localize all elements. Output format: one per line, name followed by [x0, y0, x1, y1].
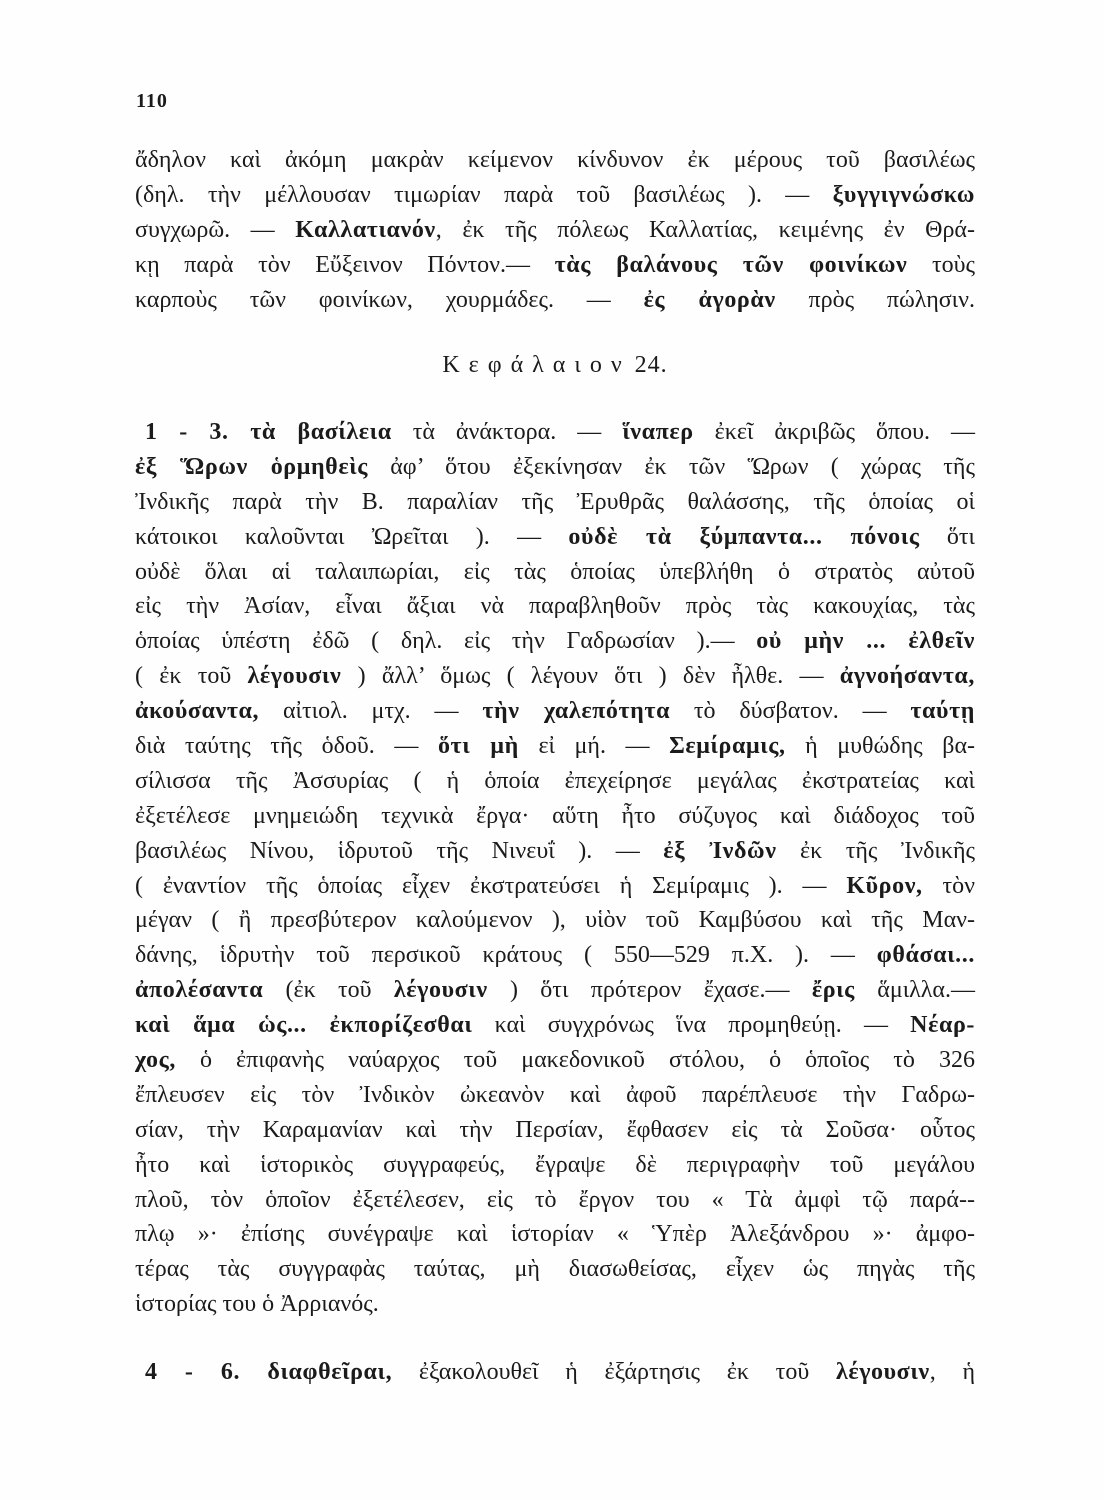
text-line [135, 834, 975, 869]
line-text [135, 1252, 975, 1287]
bold-lemma: λέγουσιν [247, 663, 342, 690]
text-line [135, 973, 975, 1008]
gloss-text: εἰ μή. — [518, 733, 670, 760]
gloss-text: μέγαν ( ἢ πρεσβύτερον καλούμενον ), υἱὸν τοῦ Καμβύσου καὶ τῆς Μαν- [135, 907, 975, 934]
gloss-text: συγχωρῶ. — [135, 216, 296, 243]
line-text [135, 764, 975, 799]
line-text [135, 973, 975, 1008]
bold-lemma: τὴν χαλεπότητα [482, 698, 671, 725]
paragraph-glossary-chapter-23-end [135, 143, 975, 317]
gloss-text: βασιλέως Νίνου, ἱδρυτοῦ τῆς Νινευΐ ). — [135, 837, 664, 864]
gloss-text: ἄδηλον καὶ ἀκόμη μακρὰν κείμενον κίνδυνον ἐκ μέρους τοῦ βασιλέως [135, 147, 975, 173]
gloss-text: οὐδὲ ὅλαι αἱ ταλαιπωρίαι, εἰς τὰς ὁποίας ὑπεβλήθη ὁ στρατὸς αὐτοῦ [135, 558, 975, 585]
gloss-text: ἐκεῖ ἀκριβῶς ὅπου. — [693, 419, 976, 445]
bold-lemma: Νέαρ- [910, 1012, 975, 1039]
gloss-text: ὁ ἐπιφανὴς ναύαρχος τοῦ μακεδονικοῦ στόλου, ὁ ὁποῖος τὸ 326 [175, 1047, 975, 1074]
bold-lemma: ξυγγιγνώσκω [832, 181, 975, 208]
gloss-text: πρὸς πώλησιν. [775, 286, 975, 313]
bold-lemma: 4 - 6. διαφθεῖραι, [145, 1359, 393, 1385]
gloss-text: ἐκ τῆς Ἰνδικῆς [776, 837, 976, 864]
line-text [135, 450, 975, 485]
gloss-text: ἱστορίας του ὁ Ἀρριανός. [135, 1291, 379, 1318]
text-line [135, 869, 975, 904]
gloss-text: , ἐκ τῆς πόλεως Καλλατίας, κειμένης ἐν Θρά- [435, 216, 975, 243]
line-text [145, 1355, 975, 1390]
bold-lemma: ἵναπερ [622, 419, 694, 445]
gloss-text: τὰ ἀνάκτορα. — [391, 419, 623, 445]
text-line [135, 520, 975, 555]
gloss-text: τέρας τὰς συγγραφὰς ταύτας, μὴ διασωθείσας, εἶχεν ὡς πηγὰς τῆς [135, 1256, 975, 1283]
gloss-text: Ἰνδικῆς παρὰ τὴν Β. παραλίαν τῆς Ἐρυθρᾶς θαλάσσης, τῆς ὁποίας οἱ [135, 488, 975, 515]
gloss-text: ὅτι [919, 523, 975, 550]
gloss-text: τοὺς [907, 251, 976, 278]
chapter-heading-word: Κεφάλαιον [442, 352, 631, 378]
bold-lemma: ἀκούσαντα, [135, 698, 260, 725]
gloss-text: ( ἐκ τοῦ [135, 663, 248, 690]
gloss-text: δάνης, ἱδρυτὴν τοῦ περσικοῦ κράτους ( 550—529 π.Χ. ). — [135, 942, 877, 969]
line-text [135, 1287, 379, 1322]
line-text [135, 694, 975, 729]
line-text [135, 834, 975, 869]
text-line [135, 1008, 975, 1043]
bold-lemma: ἀπολέσαντα [135, 977, 264, 1004]
gloss-text: σίαν, τὴν Καραμανίαν καὶ τὴν Περσίαν, ἔφθασεν εἰς τὰ Σοῦσα· οὗτος [135, 1116, 975, 1143]
text-line [135, 213, 975, 248]
text-line [135, 1183, 975, 1218]
gloss-text: εἰς τὴν Ἀσίαν, εἶναι ἄξιαι νὰ παραβληθοῦν πρὸς τὰς κακουχίας, τὰς [135, 593, 975, 620]
line-text [135, 624, 975, 659]
text-line [135, 450, 975, 485]
text-line [135, 178, 975, 213]
gloss-text: καὶ συγχρόνως ἵνα προμηθεύῃ. — [472, 1012, 911, 1039]
line-text [135, 589, 975, 624]
line-text [135, 1148, 975, 1183]
text-line [135, 283, 975, 318]
gloss-text: κῃ παρὰ τὸν Εὔξεινον Πόντον.— [135, 251, 555, 278]
gloss-text: διὰ ταύτης τῆς ὁδοῦ. — [135, 733, 438, 760]
line-text [135, 485, 975, 520]
text-line [135, 729, 975, 764]
text-line [135, 903, 975, 938]
gloss-text: τὸ δύσβατον. — [670, 698, 911, 725]
text-line [135, 415, 975, 450]
gloss-text: ἔπλευσεν εἰς τὸν Ἰνδικὸν ὠκεανὸν καὶ ἀφοῦ παρέπλευσε τὴν Γαδρω- [135, 1081, 975, 1108]
bold-lemma: καὶ ἅμα ὡς... ἐκπορίζεσθαι [135, 1012, 473, 1039]
bold-lemma: λέγουσιν [835, 1359, 930, 1385]
gloss-text: τὸν [922, 872, 975, 899]
bold-lemma: χος, [135, 1047, 176, 1074]
line-text [135, 1043, 975, 1078]
gloss-text: , ἡ [929, 1359, 975, 1385]
text-line [135, 589, 975, 624]
line-text [135, 1008, 975, 1043]
line-text [135, 903, 975, 938]
text-line [135, 764, 975, 799]
text-line [135, 248, 975, 283]
bold-lemma: τὰς βαλάνους τῶν φοινίκων [554, 251, 908, 278]
gloss-text: ἀφ’ ὅτου ἐξεκίνησαν ἐκ τῶν Ὥρων ( χώρας τῆς [367, 453, 975, 480]
text-line [135, 1113, 975, 1148]
text-line [135, 555, 975, 590]
text-line [135, 485, 975, 520]
text-line [135, 1078, 975, 1113]
bold-lemma: ἐς ἀγορὰν [643, 286, 776, 313]
text-line [135, 694, 975, 729]
gloss-text: ἦτο καὶ ἱστορικὸς συγγραφεύς, ἔγραψε δὲ περιγραφὴν τοῦ μεγάλου [135, 1151, 975, 1178]
gloss-text: (δηλ. τὴν μέλλουσαν τιμωρίαν παρὰ τοῦ βασιλέως ). — [135, 181, 833, 208]
bold-lemma: Σεμίραμις, [669, 733, 786, 760]
gloss-text: ἐξετέλεσε μνημειώδη τεχνικὰ ἔργα· αὕτη ἦτο σύζυγος καὶ διάδοχος τοῦ [135, 802, 975, 829]
bold-lemma: ἐξ Ὥρων ὁρμηθεὶς [135, 453, 368, 480]
text-line [135, 799, 975, 834]
bold-lemma: ταύτῃ [910, 698, 975, 725]
text-line [135, 1287, 975, 1322]
line-text [135, 659, 975, 694]
bold-lemma: Καλλατιανόν [295, 216, 436, 243]
text-line [135, 143, 975, 178]
gloss-text: ) ἄλλ’ ὅμως ( λέγουν ὅτι ) δὲν ἦλθε. — [341, 663, 840, 690]
line-text [135, 869, 975, 904]
bold-lemma: ἀγνοήσαντα, [839, 663, 975, 690]
gloss-text: (ἐκ τοῦ [263, 977, 394, 1004]
text-line [135, 624, 975, 659]
bold-lemma: ἔρις [811, 977, 855, 1004]
line-text [135, 248, 975, 283]
gloss-text: ἡ μυθώδης βα- [785, 733, 976, 760]
line-text [135, 799, 975, 834]
line-text [135, 1078, 975, 1113]
line-text [135, 1217, 975, 1252]
gloss-text: καρποὺς τῶν φοινίκων, χουρμάδες. — [135, 286, 644, 313]
line-text [135, 729, 975, 764]
page-number: 110 [136, 90, 168, 112]
bold-lemma: ἐξ Ἰνδῶν [663, 837, 777, 864]
bold-lemma: φθάσαι... [876, 942, 975, 969]
line-text [145, 415, 975, 450]
bold-lemma: οὐ μὴν ... ἐλθεῖν [756, 628, 975, 655]
paragraph-glossary-1-3 [135, 415, 975, 1322]
line-text [135, 143, 975, 178]
gloss-text: αἰτιολ. μτχ. — [259, 698, 483, 725]
gloss-text: ἐξακολουθεῖ ἡ ἐξάρτησις ἐκ τοῦ [392, 1359, 836, 1385]
line-text [135, 283, 975, 318]
text-line [135, 1252, 975, 1287]
bold-lemma: 1 - 3. τὰ βασίλεια [145, 419, 392, 445]
text-line [135, 659, 975, 694]
line-text [135, 555, 975, 590]
text-line [135, 938, 975, 973]
gloss-text: πλῳ »· ἐπίσης συνέγραψε καὶ ἱστορίαν « Ὑπὲρ Ἀλεξάνδρου »· ἀμφο- [135, 1221, 975, 1248]
line-text [135, 938, 975, 973]
text-line [135, 1355, 975, 1390]
bold-lemma: Κῦρον, [846, 872, 923, 899]
bold-lemma: οὐδὲ τὰ ξύμπαντα... πόνοις [568, 523, 920, 550]
paragraph-glossary-4-6 [135, 1355, 975, 1390]
bold-lemma: ὅτι μὴ [437, 733, 519, 760]
line-text [135, 520, 975, 555]
line-text [135, 1183, 975, 1218]
text-line [135, 1043, 975, 1078]
gloss-text: ( ἐναντίον τῆς ὁποίας εἶχεν ἐκστρατεύσει ἡ Σεμίραμις ). — [135, 872, 847, 899]
gloss-text: κάτοικοι καλοῦνται Ὠρεῖται ). — [135, 523, 569, 550]
bold-lemma: λέγουσιν [393, 977, 488, 1004]
line-text [135, 213, 975, 248]
chapter-heading [135, 348, 975, 383]
text-line [135, 1217, 975, 1252]
gloss-text: ) ὅτι πρότερον ἔχασε.— [487, 977, 812, 1004]
gloss-text: σίλισσα τῆς Ἀσσυρίας ( ἡ ὁποία ἐπεχείρησε μεγάλας ἐκστρατείας καὶ [135, 767, 975, 794]
line-text [135, 1113, 975, 1148]
text-line [135, 1148, 975, 1183]
chapter-heading-number: 24. [634, 352, 668, 378]
line-text [135, 178, 975, 213]
gloss-text: ἅμιλλα.— [854, 977, 975, 1004]
gloss-text: ὁποίας ὑπέστη ἐδῶ ( δηλ. εἰς τὴν Γαδρωσίαν ).— [135, 628, 757, 655]
gloss-text: πλοῦ, τὸν ὁποῖον ἐξετέλεσεν, εἰς τὸ ἔργον του « Τὰ ἀμφὶ τῷ παρά-- [135, 1186, 975, 1213]
